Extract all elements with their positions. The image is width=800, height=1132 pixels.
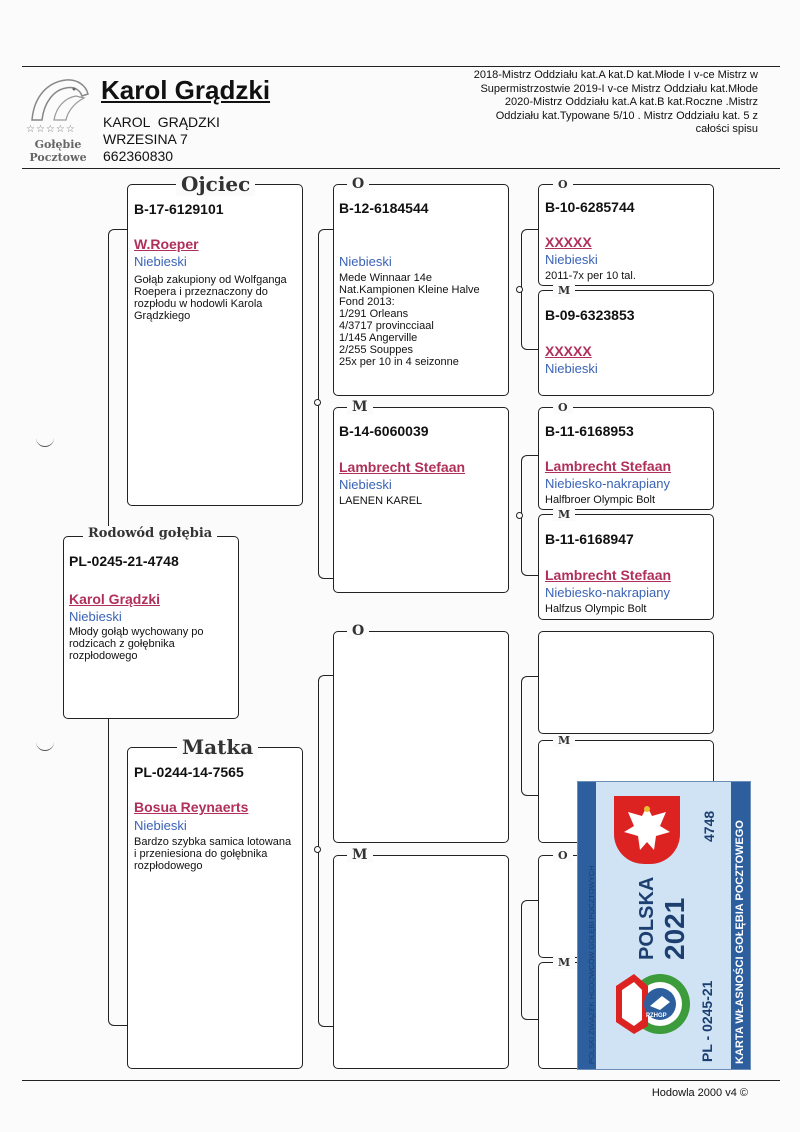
- polish-eagle-icon: [614, 796, 680, 864]
- mother-label: Matka: [177, 735, 258, 759]
- subject-color: Niebieski: [69, 609, 122, 624]
- owner-name: KAROL GRĄDZKI: [103, 114, 220, 130]
- fff-note: 2011-7x per 10 tal.: [545, 270, 636, 282]
- ff-note: Mede Winnaar 14e Nat.Kampionen Kleine Halve Fond 2013: 1/291 Orleans 4/3717 provincciaal 1/145 Angerville 2/255 Souppes 25x per 10 in 4 seizonne: [339, 272, 480, 368]
- logo-text: Gołębie Pocztowe: [29, 138, 87, 164]
- mother-breeder[interactable]: Bosua Reynaerts: [134, 799, 249, 815]
- fm-breeder[interactable]: Lambrecht Stefaan: [339, 459, 466, 475]
- fm-ring-number: B-14-6060039: [339, 423, 429, 439]
- owner-phone: 662360830: [103, 148, 174, 164]
- card-country-text: POLSKA: [636, 876, 658, 960]
- card-ring-text: PL - 0245-21: [699, 980, 715, 1062]
- fm-connector: [521, 455, 539, 576]
- fmm-color: Niebiesko-nakrapiany: [545, 585, 671, 600]
- connector-node: [314, 846, 321, 853]
- fff-breeder[interactable]: XXXXX: [545, 234, 592, 250]
- mother-color: Niebieski: [134, 818, 187, 833]
- mfm-label: M: [553, 734, 575, 747]
- header-top-rule: [22, 66, 780, 67]
- page-title: Karol Grądzki: [101, 75, 271, 105]
- pigeon-logo-icon: [24, 74, 94, 126]
- mff-card[interactable]: [538, 631, 714, 734]
- fmm-ring-number: B-11-6168947: [545, 531, 634, 547]
- card-badge-text: PZHGP: [646, 1013, 667, 1019]
- fmf-breeder[interactable]: Lambrecht Stefaan: [545, 458, 672, 474]
- logo: [22, 72, 94, 164]
- footer-software: Hodowla 2000 v4 ©: [651, 1087, 748, 1099]
- mm-connector: [521, 900, 539, 1020]
- fmf-note: Halfbroer Olympic Bolt: [545, 494, 656, 506]
- ff-ring-number: B-12-6184544: [339, 200, 429, 216]
- mf-label: O: [347, 623, 369, 639]
- subject-breeder[interactable]: Karol Grądzki: [69, 591, 161, 607]
- fm-color: Niebieski: [339, 477, 392, 492]
- fff-ring-number: B-10-6285744: [545, 199, 635, 215]
- ownership-card: [577, 781, 751, 1070]
- ff-color: Niebieski: [339, 254, 392, 269]
- connector-node: [516, 286, 523, 293]
- binder-hole: [36, 740, 54, 751]
- stars-icon: ☆☆☆☆☆: [26, 124, 76, 135]
- mm-card[interactable]: [333, 855, 509, 1069]
- fmf-label: O: [553, 401, 573, 414]
- achievements-text: 2018-Mistrz Oddziału kat.A kat.D kat.Młode I v-ce Mistrz w Supermistrzostwie 2019-I v-ce Mistrz Oddziału kat.Młode 2020-Mistrz Oddziału kat.A kat.B kat.Roczne .Mistrz Oddziału kat.Typowane 5/10 . Mistrz Oddziału kat. 5 z całości spisu: [473, 69, 758, 136]
- binder-hole: [36, 436, 54, 447]
- fm-note: LAENEN KAREL: [339, 495, 423, 507]
- ff-connector: [521, 229, 539, 350]
- subject-note: Młody gołąb wychowany po rodzicach z gołębnika rozpłodowego: [69, 626, 204, 662]
- father-card[interactable]: [127, 184, 303, 506]
- pzhgp-badge-icon: [608, 968, 692, 1040]
- mother-note: Bardzo szybka samica lotowana i przeniesiona do gołębnika rozpłodowego: [134, 836, 292, 872]
- fmf-color: Niebiesko-nakrapiany: [545, 476, 671, 491]
- owner-address: WRZESINA 7: [103, 131, 188, 147]
- pedigree-label: Rodowód gołębia: [83, 526, 217, 541]
- fff-color: Niebieski: [545, 252, 598, 267]
- ffm-label: M: [553, 284, 575, 297]
- footer-rule: [22, 1080, 780, 1081]
- header-bottom-rule: [22, 168, 780, 169]
- fmm-note: Halfzus Olympic Bolt: [545, 603, 647, 615]
- mmf-label: O: [553, 849, 573, 862]
- father-color: Niebieski: [134, 254, 187, 269]
- fmm-label: M: [553, 508, 575, 521]
- connector-node: [516, 512, 523, 519]
- fmf-ring-number: B-11-6168953: [545, 423, 634, 439]
- mf-connector: [521, 676, 539, 796]
- connector-node: [314, 399, 321, 406]
- mmm-label: M: [553, 956, 575, 969]
- subject-ring-number: PL-0245-21-4748: [69, 553, 179, 569]
- card-title-text: KARTA WŁASNOŚCI GOŁĘBIA POCZTOWEGO: [734, 820, 746, 1064]
- father-ring-number: B-17-6129101: [134, 201, 224, 217]
- fm-label: M: [347, 399, 373, 415]
- father-label: Ojciec: [176, 172, 255, 196]
- mf-card[interactable]: [333, 631, 509, 843]
- ffm-ring-number: B-09-6323853: [545, 307, 635, 323]
- fmm-breeder[interactable]: Lambrecht Stefaan: [545, 567, 672, 583]
- mm-label: M: [347, 847, 373, 863]
- card-year-text: 2021: [659, 897, 690, 960]
- ffm-color: Niebieski: [545, 361, 598, 376]
- card-number-text: 4748: [701, 810, 717, 842]
- father-breeder[interactable]: W.Roeper: [134, 236, 199, 252]
- mother-ring-number: PL-0244-14-7565: [134, 764, 244, 780]
- ff-label: O: [347, 176, 369, 192]
- mother-card[interactable]: [127, 747, 303, 1069]
- father-note: Gołąb zakupiony od Wolfganga Roepera i przeznaczony do rozpłodu w hodowli Karola Grądzkiego: [134, 274, 287, 322]
- card-org-text: POLSKI ZWIĄZEK HODOWCÓW GOŁĘBI POCZTOWYCH: [587, 865, 596, 1064]
- fff-label: O: [553, 178, 573, 191]
- ffm-breeder[interactable]: XXXXX: [545, 343, 592, 359]
